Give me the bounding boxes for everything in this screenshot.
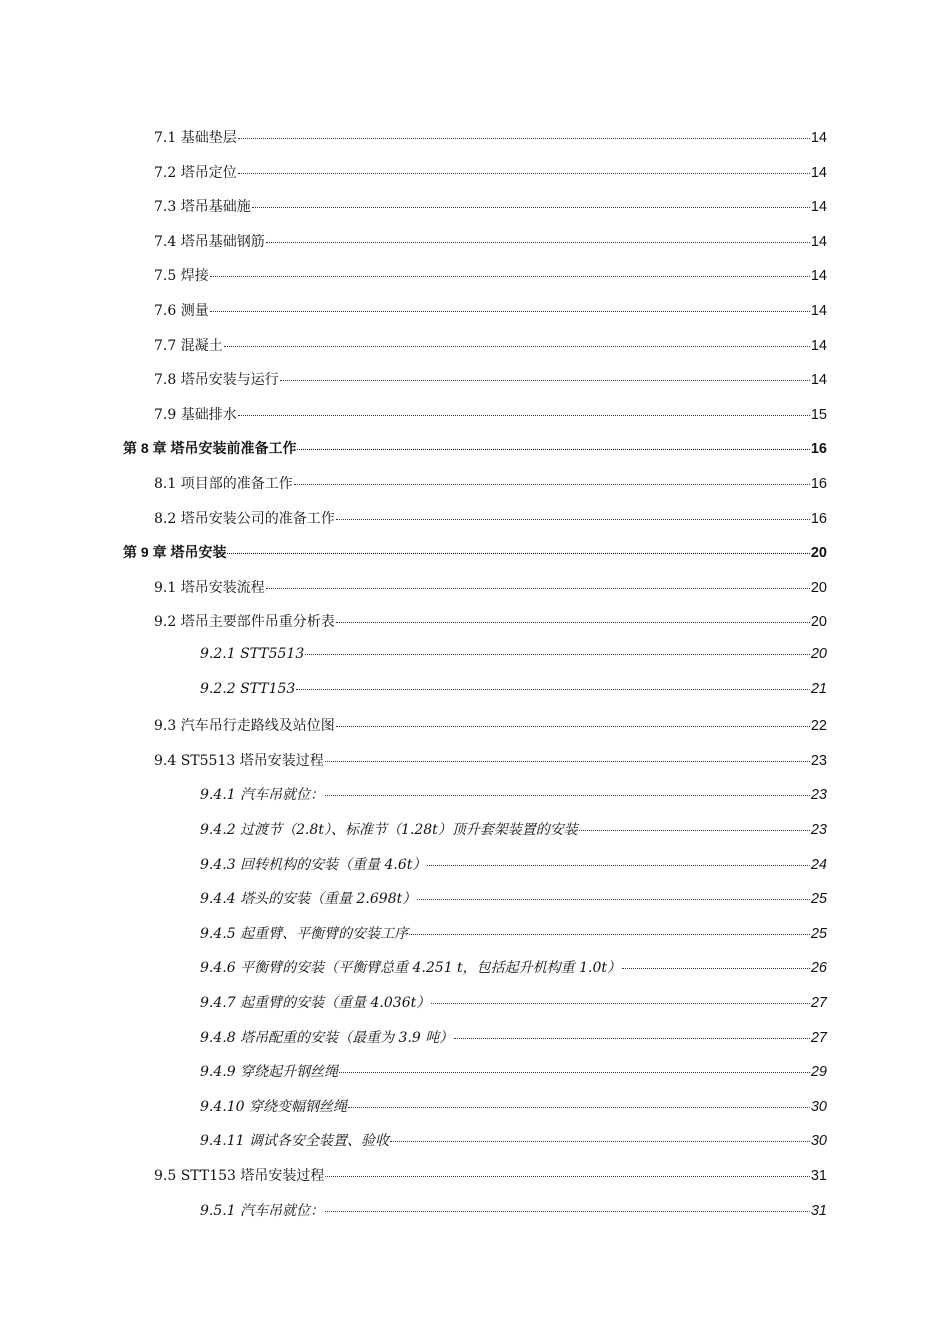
toc-entry-title: 7.2 塔吊定位 [154,165,237,181]
toc-entry-title: 7.1 基础垫层 [154,130,237,146]
toc-entry[interactable] [154,127,827,149]
toc-entry-page-number: 16 [810,511,827,527]
toc-entry[interactable] [200,819,827,841]
toc-entry-page-number: 23 [810,787,827,803]
toc-entry-page-number: 31 [810,1203,827,1219]
toc-entry-title: 7.5 焊接 [154,268,209,284]
toc-leader-dots [266,588,810,589]
toc-leader-dots [210,276,810,277]
toc-entry-title: 8.1 项目部的准备工作 [154,476,293,492]
toc-leader-dots [325,1211,810,1212]
toc-entry-page-number: 14 [810,234,827,250]
toc-entry-page-number: 25 [810,891,827,907]
toc-entry-page-number: 14 [810,268,827,284]
toc-leader-dots [390,1141,810,1142]
toc-entry[interactable] [154,231,827,253]
toc-leader-dots [336,519,810,520]
toc-leader-dots [266,242,810,243]
toc-entry-title: 7.9 基础排水 [154,407,237,423]
toc-entry-title: 9.4.10 穿绕变幅钢丝绳 [200,1099,347,1115]
toc-entry-title: 7.7 混凝土 [154,338,223,354]
toc-entry[interactable] [200,1130,827,1152]
toc-leader-dots [238,173,810,174]
toc-entry-page-number: 31 [810,1168,827,1184]
toc-entry-page-number: 23 [810,822,827,838]
toc-entry-title: 9.4.2 过渡节（2.8t）、标准节（1.28t）顶升套架装置的安装 [200,822,578,838]
toc-leader-dots [294,484,810,485]
toc-entry-title: 7.3 塔吊基础施 [154,199,251,215]
toc-entry[interactable] [200,784,827,806]
toc-leader-dots [305,654,810,655]
toc-entry[interactable] [200,681,827,703]
toc-entry[interactable] [154,335,827,357]
toc-entry-title: 9.4.3 回转机构的安装（重量 4.6t） [200,857,427,873]
toc-entry[interactable] [200,1027,827,1049]
toc-leader-dots [417,899,810,900]
toc-entry[interactable] [154,300,827,322]
toc-entry-title: 9.4.1 汽车吊就位： [200,787,325,803]
toc-entry-page-number: 14 [810,130,827,146]
toc-entry-page-number: 16 [810,441,827,457]
toc-entry[interactable] [154,196,827,218]
toc-entry-title: 9.2 塔吊主要部件吊重分析表 [154,614,335,630]
toc-entry-title: 9.4.6 平衡臂的安装（平衡臂总重 4.251 t，包括起升机构重 1.0t） [200,960,622,976]
toc-entry-title: 9.4.9 穿绕起升钢丝绳 [200,1064,339,1080]
toc-entry-title: 8.2 塔吊安装公司的准备工作 [154,511,335,527]
toc-entry-page-number: 23 [810,753,827,769]
toc-leader-dots [252,207,810,208]
toc-entry[interactable] [200,646,827,668]
toc-entry[interactable] [154,1165,827,1187]
toc-entry-page-number: 22 [810,718,827,734]
toc-entry[interactable] [154,404,827,426]
toc-entry-title: 9.1 塔吊安装流程 [154,580,265,596]
toc-entry-title: 9.4.11 调试各安全装置、验收 [200,1133,389,1149]
toc-entry[interactable] [200,1061,827,1083]
toc-entry[interactable] [154,473,827,495]
toc-entry-page-number: 29 [810,1064,827,1080]
toc-entry-page-number: 20 [810,646,827,662]
toc-entry-page-number: 30 [810,1099,827,1115]
toc-entry[interactable] [154,715,827,737]
toc-entry-title: 9.2.2 STT153 [200,681,296,697]
toc-leader-dots [454,1038,810,1039]
toc-leader-dots [280,380,810,381]
toc-leader-dots [431,1003,810,1004]
toc-entry[interactable] [123,542,827,564]
toc-leader-dots [238,138,810,139]
toc-entry-page-number: 14 [810,165,827,181]
toc-entry[interactable] [154,577,827,599]
toc-entry[interactable] [200,1096,827,1118]
toc-entry-page-number: 20 [810,580,827,596]
toc-entry-title: 9.4.8 塔吊配重的安装（最重为 3.9 吨） [200,1030,454,1046]
toc-entry-title: 9.4 ST5513 塔吊安装过程 [154,753,324,769]
toc-leader-dots [227,553,809,554]
toc-leader-dots [325,761,810,762]
toc-leader-dots [325,1176,809,1177]
toc-entry-page-number: 20 [810,545,827,561]
toc-entry[interactable] [200,992,827,1014]
toc-entry[interactable] [200,923,827,945]
toc-leader-dots [339,1072,810,1073]
toc-leader-dots [409,934,810,935]
toc-entry[interactable] [123,438,827,460]
toc-entry-page-number: 20 [810,614,827,630]
toc-entry[interactable] [154,750,827,772]
toc-leader-dots [296,689,810,690]
toc-entry-page-number: 27 [810,995,827,1011]
toc-entry-page-number: 16 [810,476,827,492]
toc-entry-title: 第 8 章 塔吊安装前准备工作 [123,440,297,456]
toc-entry[interactable] [200,888,827,910]
toc-leader-dots [579,830,810,831]
toc-leader-dots [336,726,810,727]
toc-entry-title: 9.2.1 STT5513 [200,646,305,662]
toc-entry-page-number: 14 [810,338,827,354]
toc-entry-title: 第 9 章 塔吊安装 [123,544,227,560]
toc-leader-dots [210,311,810,312]
toc-entry[interactable] [154,265,827,287]
toc-leader-dots [325,795,810,796]
toc-entry-title: 7.4 塔吊基础钢筋 [154,234,265,250]
toc-entry[interactable] [200,957,827,979]
toc-entry-page-number: 25 [810,926,827,942]
toc-leader-dots [427,865,809,866]
toc-entry-title: 9.5.1 汽车吊就位： [200,1203,325,1219]
toc-entry[interactable] [154,611,827,633]
toc-entry-title: 9.3 汽车吊行走路线及站位图 [154,718,335,734]
toc-entry-page-number: 26 [810,960,827,976]
toc-entry-page-number: 21 [810,681,827,697]
toc-leader-dots [224,346,810,347]
toc-leader-dots [297,449,809,450]
toc-leader-dots [622,968,810,969]
toc-leader-dots [336,622,810,623]
toc-entry-title: 7.6 测量 [154,303,209,319]
toc-entry-page-number: 14 [810,303,827,319]
toc-leader-dots [348,1107,810,1108]
toc-entry-title: 9.5 STT153 塔吊安装过程 [154,1168,325,1184]
toc-entry-page-number: 14 [810,372,827,388]
toc-entry[interactable] [154,369,827,391]
toc-entry[interactable] [200,854,827,876]
toc-entry[interactable] [154,162,827,184]
toc-leader-dots [238,415,810,416]
toc-entry-page-number: 27 [810,1030,827,1046]
toc-entry[interactable] [154,508,827,530]
toc-entry-title: 9.4.4 塔头的安装（重量 2.698t） [200,891,417,907]
toc-entry-page-number: 24 [810,857,827,873]
toc-entry[interactable] [200,1200,827,1222]
toc-entry-page-number: 15 [810,407,827,423]
toc-entry-title: 7.8 塔吊安装与运行 [154,372,279,388]
toc-entry-title: 9.4.5 起重臂、平衡臂的安装工序 [200,926,409,942]
toc-entry-page-number: 30 [810,1133,827,1149]
toc-entry-title: 9.4.7 起重臂的安装（重量 4.036t） [200,995,431,1011]
toc-entry-page-number: 14 [810,199,827,215]
